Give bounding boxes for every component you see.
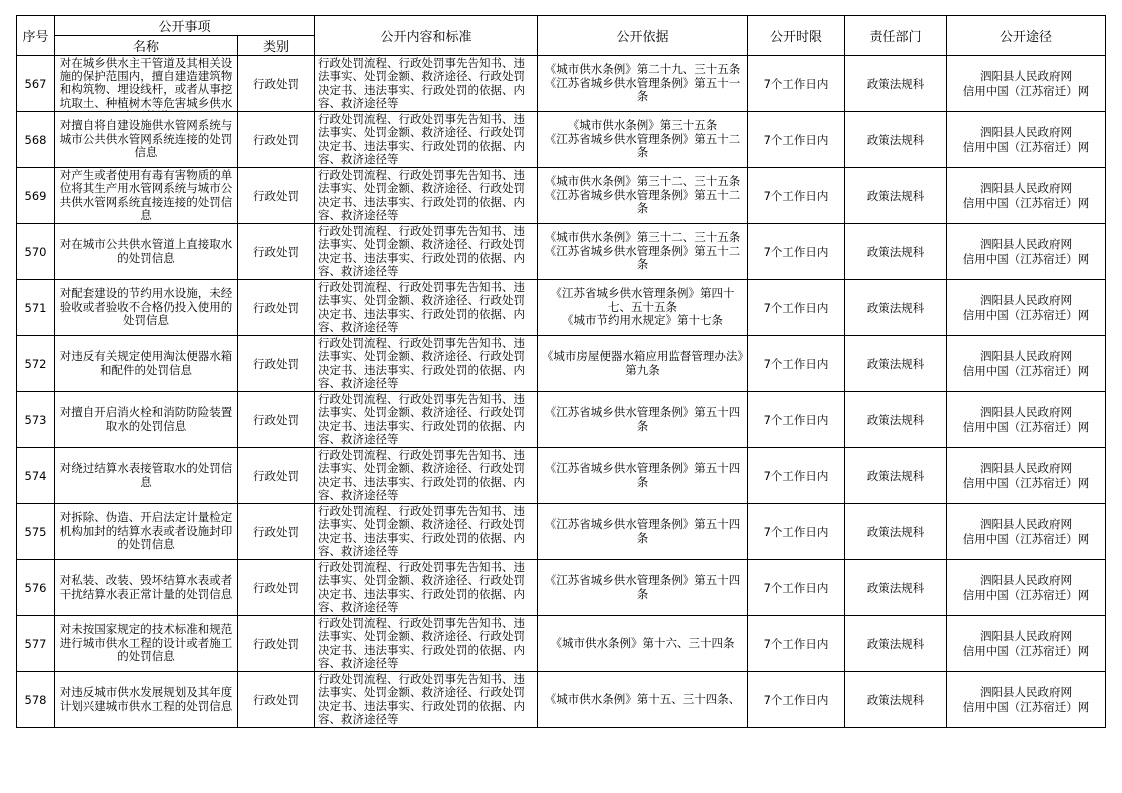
- item-type: 行政处罚: [238, 168, 315, 224]
- table-row: [17, 392, 1106, 448]
- responsible-dept: 政策法规科: [845, 280, 947, 336]
- channel-primary: 泗阳县人民政府网: [980, 68, 1073, 83]
- table-row: [17, 56, 1106, 112]
- basis-cell: [538, 616, 748, 672]
- channel-primary: 泗阳县人民政府网: [980, 348, 1073, 363]
- channel-cell: [947, 672, 1106, 728]
- row-number: 572: [17, 336, 55, 392]
- row-number: 573: [17, 392, 55, 448]
- channel-primary: 泗阳县人民政府网: [980, 180, 1073, 195]
- channel-secondary: 信用中国（江苏宿迁）网: [962, 83, 1090, 98]
- channel-secondary: 信用中国（江苏宿迁）网: [962, 475, 1090, 490]
- disclosure-content: 行政处罚流程、行政处罚事先告知书、违法事实、处罚金额、救济途径、行政处罚决定书、违法事实、行政处罚的依据、内容、救济途径等: [318, 224, 526, 278]
- time-limit: 7个工作日内: [748, 280, 845, 336]
- channel-secondary: 信用中国（江苏宿迁）网: [962, 643, 1090, 658]
- channel-secondary: 信用中国（江苏宿迁）网: [962, 419, 1090, 434]
- disclosure-content: 行政处罚流程、行政处罚事先告知书、违法事实、处罚金额、救济途径、行政处罚决定书、违法事实、行政处罚的依据、内容、救济途径等: [318, 336, 526, 390]
- content-cell: [315, 448, 538, 504]
- header-item-group: 公开事项: [55, 16, 315, 36]
- disclosure-basis: 《城市供水条例》第三十五条 《江苏省城乡供水管理条例》第五十二条: [544, 119, 741, 160]
- header-name: 名称: [55, 36, 238, 56]
- channel-cell: [947, 280, 1106, 336]
- table-row: [17, 504, 1106, 560]
- channel-cell: [947, 336, 1106, 392]
- responsible-dept: 政策法规科: [845, 56, 947, 112]
- basis-cell: [538, 504, 748, 560]
- time-limit: 7个工作日内: [748, 504, 845, 560]
- disclosure-content: 行政处罚流程、行政处罚事先告知书、违法事实、处罚金额、救济途径、行政处罚决定书、违法事实、行政处罚的依据、内容、救济途径等: [318, 112, 526, 166]
- table-row: [17, 280, 1106, 336]
- basis-cell: [538, 112, 748, 168]
- disclosure-content: 行政处罚流程、行政处罚事先告知书、违法事实、处罚金额、救济途径、行政处罚决定书、违法事实、行政处罚的依据、内容、救济途径等: [318, 392, 526, 446]
- responsible-dept: 政策法规科: [845, 168, 947, 224]
- header-type: 类别: [238, 36, 315, 56]
- item-type: 行政处罚: [238, 112, 315, 168]
- time-limit: 7个工作日内: [748, 448, 845, 504]
- table-row: [17, 168, 1106, 224]
- item-name-cell: [55, 280, 238, 336]
- disclosure-basis: 《江苏省城乡供水管理条例》第五十四条: [544, 406, 741, 433]
- item-type: 行政处罚: [238, 224, 315, 280]
- content-cell: [315, 168, 538, 224]
- item-name: 对绕过结算水表接管取水的处罚信息: [59, 462, 233, 489]
- item-name: 对违反有关规定使用淘汰便器水箱和配件的处罚信息: [59, 350, 233, 377]
- responsible-dept: 政策法规科: [845, 448, 947, 504]
- time-limit: 7个工作日内: [748, 560, 845, 616]
- channel-secondary: 信用中国（江苏宿迁）网: [962, 531, 1090, 546]
- disclosure-content: 行政处罚流程、行政处罚事先告知书、违法事实、处罚金额、救济途径、行政处罚决定书、违法事实、行政处罚的依据、内容、救济途径等: [318, 616, 526, 670]
- item-name-cell: [55, 392, 238, 448]
- item-type: 行政处罚: [238, 56, 315, 112]
- channel-cell: [947, 112, 1106, 168]
- row-number: 569: [17, 168, 55, 224]
- row-number: 578: [17, 672, 55, 728]
- disclosure-basis: 《城市供水条例》第三十二、三十五条 《江苏省城乡供水管理条例》第五十二条: [544, 175, 741, 216]
- item-name: 对擅自开启消火栓和消防防险装置取水的处罚信息: [59, 406, 233, 433]
- row-number: 576: [17, 560, 55, 616]
- disclosure-content: 行政处罚流程、行政处罚事先告知书、违法事实、处罚金额、救济途径、行政处罚决定书、违法事实、行政处罚的依据、内容、救济途径等: [318, 448, 526, 502]
- item-type: 行政处罚: [238, 504, 315, 560]
- time-limit: 7个工作日内: [748, 112, 845, 168]
- item-name: 对未按国家规定的技术标准和规范进行城市供水工程的设计或者施工的处罚信息: [59, 623, 233, 664]
- responsible-dept: 政策法规科: [845, 224, 947, 280]
- disclosure-content: 行政处罚流程、行政处罚事先告知书、违法事实、处罚金额、救济途径、行政处罚决定书、违法事实、行政处罚的依据、内容、救济途径等: [318, 672, 526, 726]
- responsible-dept: 政策法规科: [845, 112, 947, 168]
- content-cell: [315, 616, 538, 672]
- item-type: 行政处罚: [238, 672, 315, 728]
- disclosure-basis: 《城市供水条例》第十五、三十四条、: [544, 692, 741, 706]
- row-number: 570: [17, 224, 55, 280]
- channel-secondary: 信用中国（江苏宿迁）网: [962, 363, 1090, 378]
- item-name: 对违反城市供水发展规划及其年度计划兴建城市供水工程的处罚信息: [59, 686, 233, 713]
- content-cell: [315, 672, 538, 728]
- responsible-dept: 政策法规科: [845, 504, 947, 560]
- basis-cell: [538, 168, 748, 224]
- table-row: [17, 672, 1106, 728]
- responsible-dept: 政策法规科: [845, 336, 947, 392]
- header-dept: 责任部门: [845, 16, 947, 56]
- channel-secondary: 信用中国（江苏宿迁）网: [962, 307, 1090, 322]
- row-number: 575: [17, 504, 55, 560]
- disclosure-basis: 《江苏省城乡供水管理条例》第四十七、五十五条 《城市节约用水规定》第十七条: [550, 287, 735, 328]
- channel-cell: [947, 448, 1106, 504]
- header-content: 公开内容和标准: [315, 16, 538, 56]
- table-row: [17, 224, 1106, 280]
- item-name: 对私装、改装、毁坏结算水表或者干扰结算水表正常计量的处罚信息: [59, 574, 233, 601]
- table-body: [17, 56, 1106, 728]
- content-cell: [315, 392, 538, 448]
- disclosure-basis: 《江苏省城乡供水管理条例》第五十四条: [544, 462, 741, 489]
- responsible-dept: 政策法规科: [845, 672, 947, 728]
- channel-primary: 泗阳县人民政府网: [980, 572, 1073, 587]
- responsible-dept: 政策法规科: [845, 616, 947, 672]
- row-number: 577: [17, 616, 55, 672]
- channel-primary: 泗阳县人民政府网: [980, 684, 1073, 699]
- disclosure-content: 行政处罚流程、行政处罚事先告知书、违法事实、处罚金额、救济途径、行政处罚决定书、违法事实、行政处罚的依据、内容、救济途径等: [318, 560, 526, 614]
- channel-primary: 泗阳县人民政府网: [980, 516, 1073, 531]
- item-name-cell: [55, 56, 238, 112]
- item-name-cell: [55, 168, 238, 224]
- channel-cell: [947, 168, 1106, 224]
- row-number: 567: [17, 56, 55, 112]
- disclosure-content: 行政处罚流程、行政处罚事先告知书、违法事实、处罚金额、救济途径、行政处罚决定书、违法事实、行政处罚的依据、内容、救济途径等: [318, 504, 526, 558]
- disclosure-content: 行政处罚流程、行政处罚事先告知书、违法事实、处罚金额、救济途径、行政处罚决定书、违法事实、行政处罚的依据、内容、救济途径等: [318, 280, 526, 334]
- content-cell: [315, 336, 538, 392]
- item-name-cell: [55, 224, 238, 280]
- disclosure-table: [16, 15, 1106, 728]
- content-cell: [315, 56, 538, 112]
- table-row: [17, 112, 1106, 168]
- disclosure-basis: 《城市房屋便器水箱应用监督管理办法》第九条: [541, 350, 744, 377]
- header-channel: 公开途径: [947, 16, 1106, 56]
- item-name: 对在城乡供水主干管道及其相关设施的保护范围内，擅自建造建筑物和构筑物、埋设线杆，或者从事挖坑取土、种植树木等危害城乡供水: [59, 56, 233, 110]
- basis-cell: [538, 448, 748, 504]
- channel-primary: 泗阳县人民政府网: [980, 124, 1073, 139]
- channel-primary: 泗阳县人民政府网: [980, 460, 1073, 475]
- time-limit: 7个工作日内: [748, 168, 845, 224]
- basis-cell: [538, 392, 748, 448]
- channel-secondary: 信用中国（江苏宿迁）网: [962, 699, 1090, 714]
- time-limit: 7个工作日内: [748, 56, 845, 112]
- row-number: 571: [17, 280, 55, 336]
- basis-cell: [538, 560, 748, 616]
- table-row: [17, 560, 1106, 616]
- basis-cell: [538, 672, 748, 728]
- table-row: [17, 616, 1106, 672]
- item-name: 对配套建设的节约用水设施，未经验收或者验收不合格仍投入使用的处罚信息: [59, 287, 233, 328]
- item-type: 行政处罚: [238, 560, 315, 616]
- header-row-1: [17, 16, 1106, 36]
- channel-cell: [947, 224, 1106, 280]
- row-number: 574: [17, 448, 55, 504]
- channel-primary: 泗阳县人民政府网: [980, 404, 1073, 419]
- content-cell: [315, 280, 538, 336]
- disclosure-basis: 《城市供水条例》第三十二、三十五条 《江苏省城乡供水管理条例》第五十二条: [544, 231, 741, 272]
- item-name: 对拆除、伪造、开启法定计量检定机构加封的结算水表或者设施封印的处罚信息: [59, 511, 233, 552]
- item-type: 行政处罚: [238, 336, 315, 392]
- basis-cell: [538, 336, 748, 392]
- time-limit: 7个工作日内: [748, 672, 845, 728]
- time-limit: 7个工作日内: [748, 336, 845, 392]
- channel-secondary: 信用中国（江苏宿迁）网: [962, 195, 1090, 210]
- basis-cell: [538, 224, 748, 280]
- channel-cell: [947, 560, 1106, 616]
- content-cell: [315, 560, 538, 616]
- content-cell: [315, 112, 538, 168]
- disclosure-basis: 《城市供水条例》第十六、三十四条: [550, 636, 735, 650]
- item-name-cell: [55, 112, 238, 168]
- table-row: [17, 336, 1106, 392]
- item-name-cell: [55, 448, 238, 504]
- disclosure-content: 行政处罚流程、行政处罚事先告知书、违法事实、处罚金额、救济途径、行政处罚决定书、违法事实、行政处罚的依据、内容、救济途径等: [318, 56, 526, 110]
- time-limit: 7个工作日内: [748, 616, 845, 672]
- channel-cell: [947, 616, 1106, 672]
- channel-primary: 泗阳县人民政府网: [980, 236, 1073, 251]
- header-time-limit: 公开时限: [748, 16, 845, 56]
- header-seq: 序号: [17, 16, 55, 56]
- header-basis: 公开依据: [538, 16, 748, 56]
- channel-primary: 泗阳县人民政府网: [980, 628, 1073, 643]
- channel-cell: [947, 56, 1106, 112]
- responsible-dept: 政策法规科: [845, 392, 947, 448]
- basis-cell: [538, 280, 748, 336]
- item-type: 行政处罚: [238, 392, 315, 448]
- item-name: 对擅自将自建设施供水管网系统与城市公共供水管网系统连接的处罚信息: [59, 119, 233, 160]
- channel-secondary: 信用中国（江苏宿迁）网: [962, 251, 1090, 266]
- channel-secondary: 信用中国（江苏宿迁）网: [962, 139, 1090, 154]
- item-name-cell: [55, 336, 238, 392]
- disclosure-content: 行政处罚流程、行政处罚事先告知书、违法事实、处罚金额、救济途径、行政处罚决定书、违法事实、行政处罚的依据、内容、救济途径等: [318, 168, 526, 222]
- time-limit: 7个工作日内: [748, 392, 845, 448]
- item-name-cell: [55, 504, 238, 560]
- channel-primary: 泗阳县人民政府网: [980, 292, 1073, 307]
- content-cell: [315, 504, 538, 560]
- channel-secondary: 信用中国（江苏宿迁）网: [962, 587, 1090, 602]
- content-cell: [315, 224, 538, 280]
- time-limit: 7个工作日内: [748, 224, 845, 280]
- item-name: 对在城市公共供水管道上直接取水的处罚信息: [59, 238, 233, 265]
- item-name-cell: [55, 616, 238, 672]
- item-type: 行政处罚: [238, 448, 315, 504]
- item-type: 行政处罚: [238, 280, 315, 336]
- row-number: 568: [17, 112, 55, 168]
- item-type: 行政处罚: [238, 616, 315, 672]
- basis-cell: [538, 56, 748, 112]
- responsible-dept: 政策法规科: [845, 560, 947, 616]
- item-name: 对产生或者使用有毒有害物质的单位将其生产用水管网系统与城市公共供水管网系统直接连接的处罚信息: [59, 168, 233, 222]
- item-name-cell: [55, 560, 238, 616]
- disclosure-basis: 《江苏省城乡供水管理条例》第五十四条: [544, 574, 741, 601]
- channel-cell: [947, 392, 1106, 448]
- channel-cell: [947, 504, 1106, 560]
- disclosure-basis: 《城市供水条例》第二十九、三十五条 《江苏省城乡供水管理条例》第五十一条: [544, 63, 741, 104]
- table-row: [17, 448, 1106, 504]
- disclosure-basis: 《江苏省城乡供水管理条例》第五十四条: [544, 518, 741, 545]
- item-name-cell: [55, 672, 238, 728]
